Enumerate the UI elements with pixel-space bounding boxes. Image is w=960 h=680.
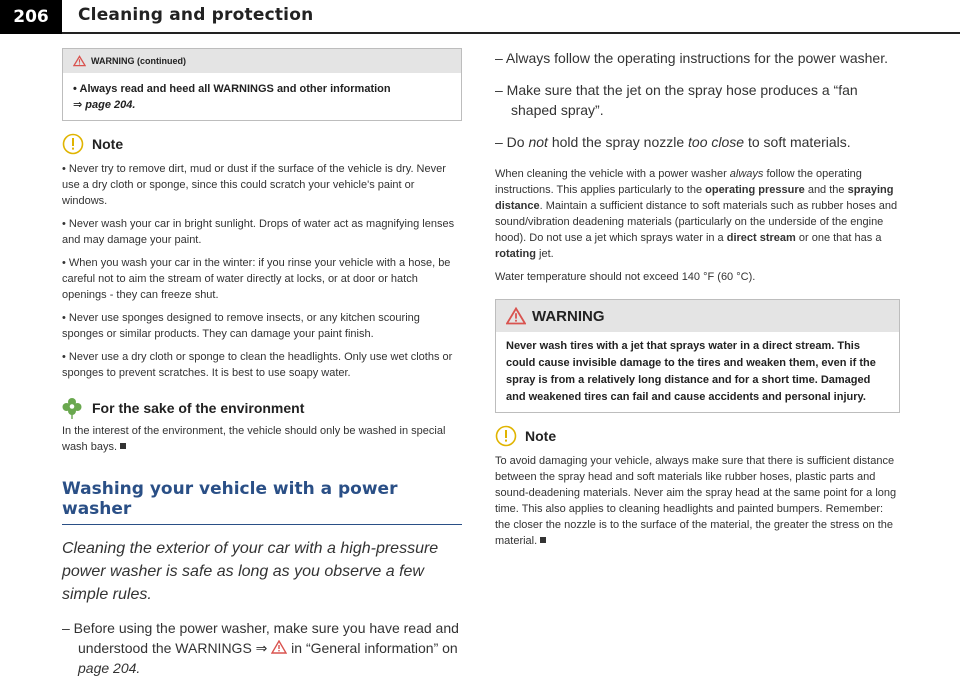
tire-warning-header	[496, 300, 899, 332]
warning-triangle-icon	[73, 55, 86, 67]
page-number: 206	[0, 0, 62, 34]
right-column	[495, 48, 900, 556]
note-bullet: • When you wash your car in the winter: if you rinse your vehicle with a hose, be careful not to aim the stream of water directly at locks, or at door or hatch openings - they can freeze shut.	[62, 257, 451, 301]
step-item: – Always follow the operating instructions for the power washer.	[495, 50, 888, 66]
note-bullet: • Never wash your car in bright sunlight. Drops of water act as magnifying lenses and may damage your paint.	[62, 218, 455, 246]
warning-continued-header	[63, 49, 461, 73]
environment-title: For the sake of the environment	[92, 400, 305, 416]
environment-text: In the interest of the environment, the vehicle should only be washed in special wash bays.	[62, 425, 446, 453]
section-intro: Cleaning the exterior of your car with a high-pressure power washer is safe as long as you observe a few simple rules.	[62, 540, 439, 603]
note-bullet: • Never use sponges designed to remove insects, or any kitchen scouring sponges or similar products. They can damage your paint finish.	[62, 312, 420, 340]
warning-continued-ref[interactable]: ⇒ page 204.	[73, 99, 136, 111]
left-column	[62, 48, 462, 678]
note-text: To avoid damaging your vehicle, always make sure that there is sufficient distance between the spray head and soft materials like rubber hoses, plastic parts and sound-deadening materials. Never aim the spray head at the same point for a long time. This also applies to cleaning headlights and painted bumpers. Remember: the closer the nozzle is to the surface of the material, the greater the stress on the material.	[495, 455, 897, 547]
tire-warning-box	[495, 299, 900, 413]
page-title: Cleaning and protection	[78, 5, 314, 25]
warning-continued-body: • Always read and heed all WARNINGS and other information ⇒ page 204.	[63, 73, 461, 120]
note-heading	[495, 425, 900, 447]
note-bullet: • Never try to remove dirt, mud or dust if the surface of the vehicle is dry. Never use a dry cloth or sponge, since this could scratch your vehicle's paint or windows.	[62, 163, 446, 207]
power-washer-paragraph: When cleaning the vehicle with a power washer always follow the operating instructions. This applies particularly to the operating pressure and the spraying distance. Maintain a sufficient distance to soft materials such as rubber hoses and sound/vibration deadening materials (particularly on the underside of the engine hood). Do not use a jet which sprays water in a direct stream or one that has a rotating jet.	[495, 168, 898, 260]
steps-list	[495, 48, 900, 152]
note-title: Note	[525, 428, 557, 444]
note-exclamation-icon	[495, 425, 517, 447]
step-item: – Do not hold the spray nozzle too close to soft materials.	[495, 134, 851, 150]
tire-warning-title: WARNING	[532, 307, 605, 325]
header-divider	[62, 32, 960, 34]
note-title: Note	[92, 136, 124, 152]
step-read-warnings: – Before using the power washer, make sure you have read and understood the WARNINGS ⇒ in “General information” on page 204.	[62, 620, 459, 676]
warning-triangle-icon	[506, 307, 526, 325]
environment-heading	[62, 397, 462, 419]
step-item: – Make sure that the jet on the spray hose produces a “fan shaped spray”.	[495, 82, 858, 118]
section-title: Washing your vehicle with a power washer	[62, 479, 462, 525]
water-temperature-text: Water temperature should not exceed 140 °F (60 °C).	[495, 271, 756, 283]
warning-triangle-icon	[271, 640, 287, 654]
end-of-section-mark	[540, 537, 546, 543]
page-reference-link[interactable]: page 204.	[78, 660, 141, 676]
end-of-section-mark	[120, 443, 126, 449]
note-heading	[62, 133, 462, 155]
note-exclamation-icon	[62, 133, 84, 155]
note-bullet: • Never use a dry cloth or sponge to clean the headlights. Only use wet cloths or sponges to prevent scratches. It is best to use soapy water.	[62, 351, 453, 379]
warning-continued-box	[62, 48, 462, 121]
warning-continued-text: Always read and heed all WARNINGS and other information	[79, 83, 391, 95]
environment-flower-icon	[62, 397, 82, 419]
tire-warning-body: Never wash tires with a jet that sprays water in a direct stream. This could cause invisible damage to the tires and weaken them, even if the spray is from a relatively long distance and for a short time. Damaged and weakened tires can fail and cause accidents and personal injury.	[506, 340, 876, 403]
warning-continued-label: WARNING (continued)	[91, 56, 186, 66]
